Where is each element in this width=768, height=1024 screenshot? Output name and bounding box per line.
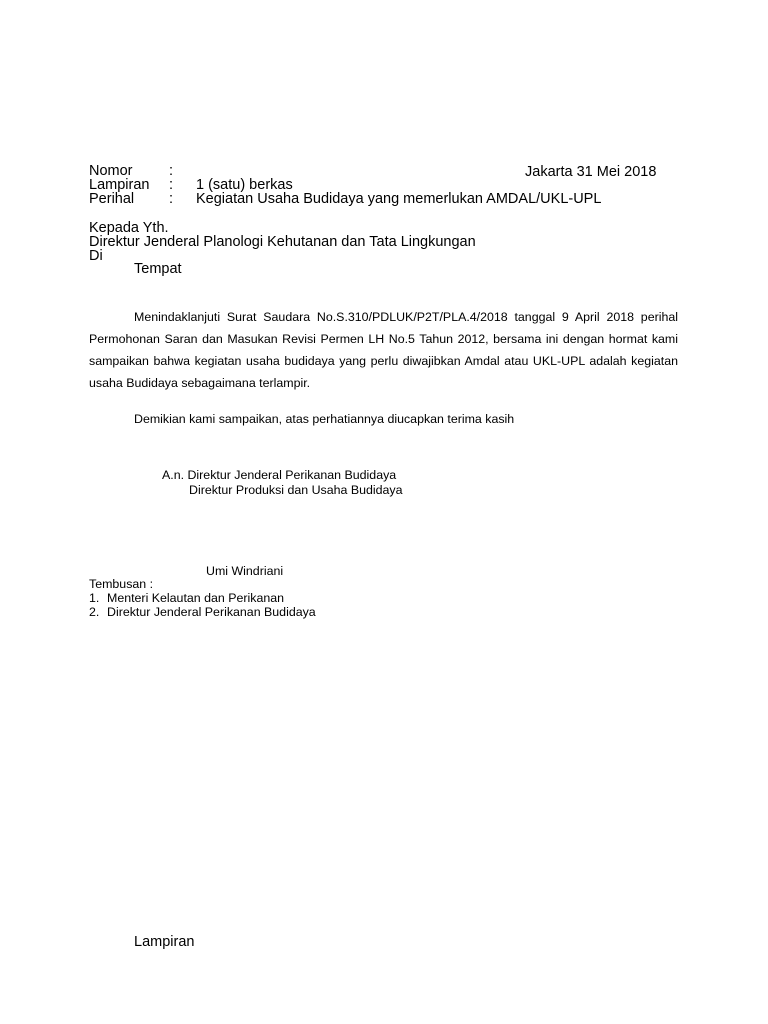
cc-item-number: 1. (89, 591, 100, 605)
cc-item-text: Menteri Kelautan dan Perikanan (107, 591, 285, 605)
recipient-salutation: Kepada Yth. (89, 220, 169, 236)
header-label: Perihal (89, 191, 135, 207)
cc-list-item (89, 605, 316, 619)
header-colon: : (169, 163, 174, 179)
cc-list-item (89, 591, 284, 605)
letter-date: Jakarta 31 Mei 2018 (525, 164, 657, 180)
header-colon: : (169, 191, 174, 207)
cc-title: Tembusan : (89, 577, 154, 591)
recipient-di: Di (89, 248, 103, 264)
signature-line-1: A.n. Direktur Jenderal Perikanan Budidaya (162, 468, 397, 482)
header-colon: : (169, 177, 174, 193)
recipient-place: Tempat (134, 261, 182, 277)
closing-line: Demikian kami sampaikan, atas perhatiannya diucapkan terima kasih (134, 412, 515, 426)
cc-item-number: 2. (89, 605, 100, 619)
header-value: Kegiatan Usaha Budidaya yang memerlukan AMDAL/UKL-UPL (196, 191, 602, 207)
header-label: Nomor (89, 163, 133, 179)
header-value: 1 (satu) berkas (196, 177, 293, 193)
cc-item-text: Direktur Jenderal Perikanan Budidaya (107, 605, 316, 619)
recipient-name: Direktur Jenderal Planologi Kehutanan dan Tata Lingkungan (89, 234, 476, 250)
signer-name: Umi Windriani (206, 564, 284, 578)
header-label: Lampiran (89, 177, 150, 193)
signature-line-2: Direktur Produksi dan Usaha Budidaya (189, 483, 403, 497)
attachment-label: Lampiran (134, 934, 195, 950)
body-paragraph: Menindaklanjuti Surat Saudara No.S.310/PDLUK/P2T/PLA.4/2018 tanggal 9 April 2018 perihal Permohonan Saran dan Masukan Revisi Permen LH No.5 Tahun 2012, bersama ini dengan hormat kami sampaikan bahwa kegiatan usaha budidaya yang perlu diwajibkan Amdal atau UKL-UPL adalah kegiatan usaha Budidaya sebagaimana terlampir. (89, 310, 678, 390)
